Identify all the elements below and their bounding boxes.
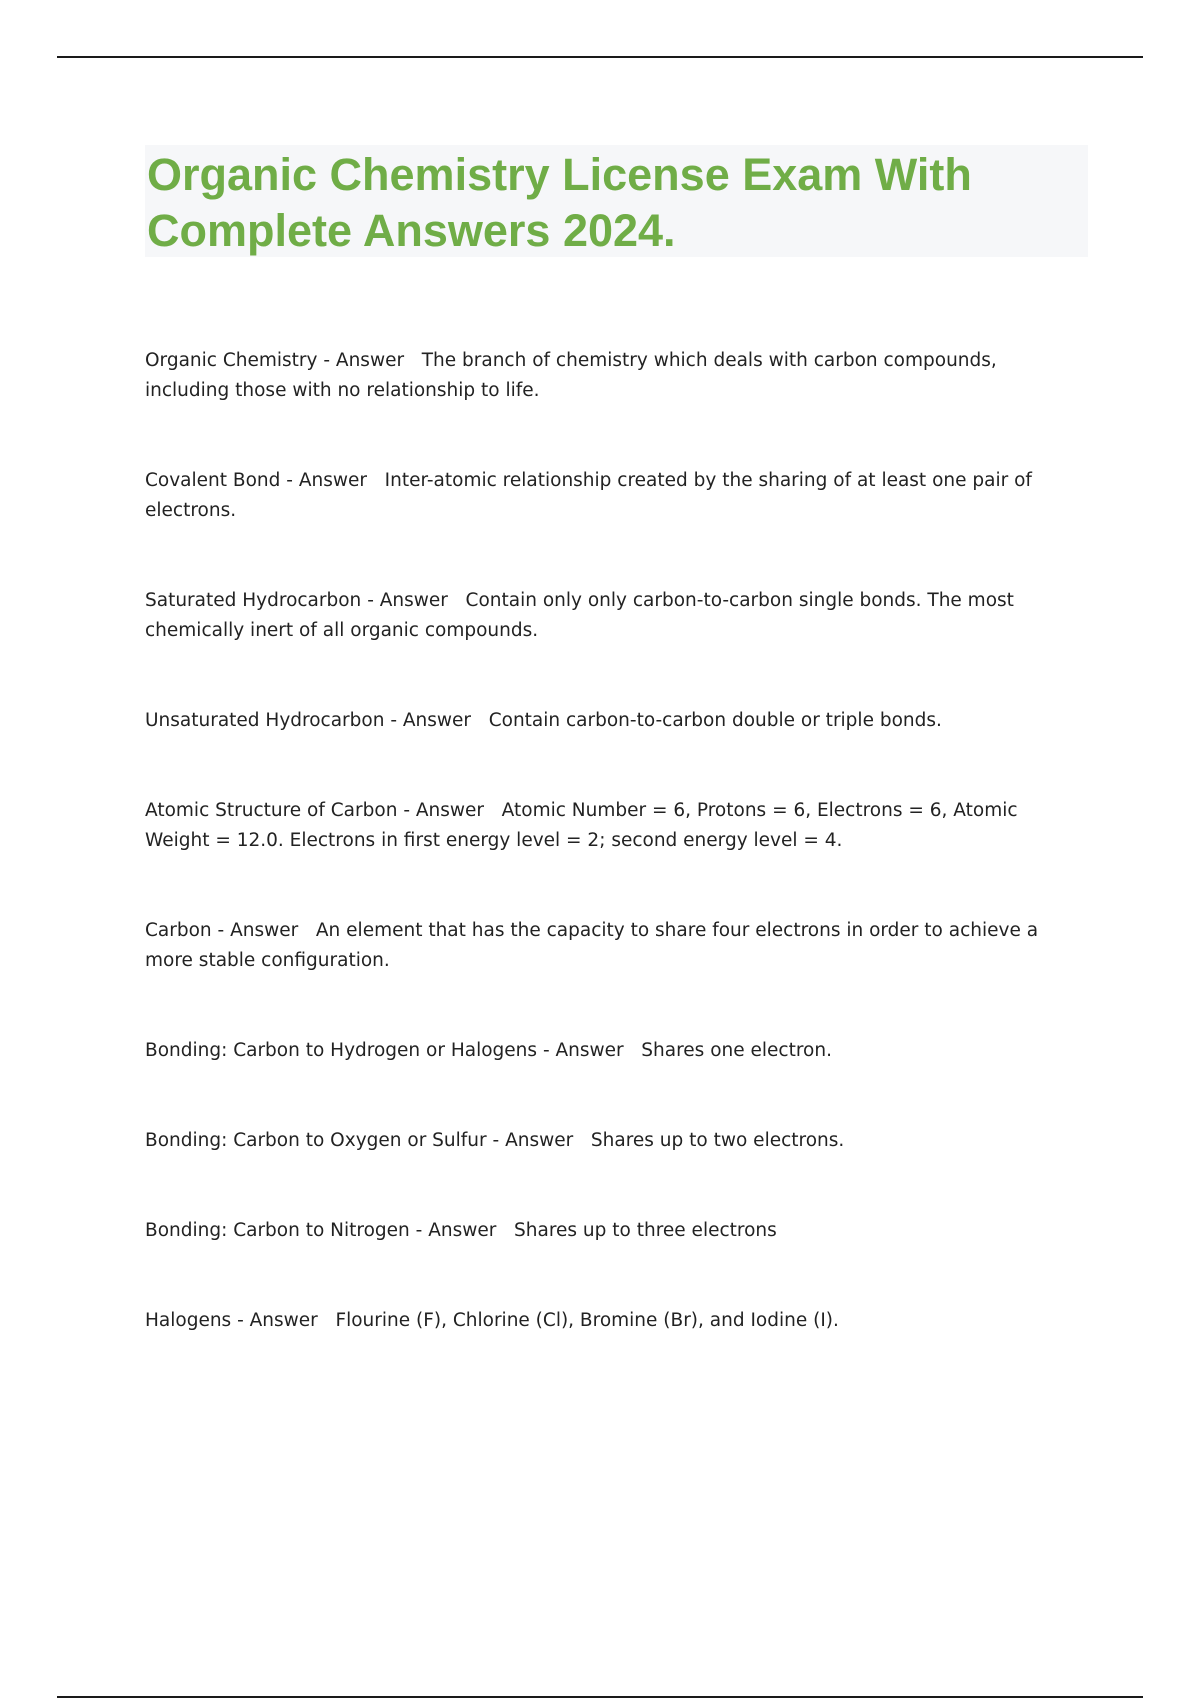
qa-entry-carbon — [145, 916, 1085, 976]
qa-answer: Contain only only carbon-to-carbon single bonds. The most chemically inert of all organic compounds. — [145, 590, 1014, 641]
qa-term: Carbon — [145, 920, 212, 941]
qa-entry-bonding-oxygen-sulfur — [145, 1126, 1085, 1156]
title-block — [145, 145, 1088, 257]
qa-entry-atomic-structure — [145, 796, 1085, 856]
qa-term: Halogens — [145, 1310, 232, 1331]
footer-rule — [57, 1696, 1143, 1698]
qa-answer-marker: - Answer — [217, 920, 299, 941]
qa-answer-marker: - Answer — [542, 1040, 624, 1061]
qa-answer: Shares up to three electrons — [514, 1220, 777, 1241]
qa-answer-marker: - Answer — [323, 350, 405, 371]
qa-answer: Shares up to two electrons. — [590, 1130, 845, 1151]
document-title: Organic Chemistry License Exam With Complete Answers 2024. — [147, 149, 972, 256]
qa-answer: The branch of chemistry which deals with carbon compounds, including those with no relationship to life. — [145, 350, 997, 401]
qa-answer: An element that has the capacity to share four electrons in order to achieve a more stable configuration. — [145, 920, 1039, 971]
qa-entry-bonding-hydrogen-halogens — [145, 1036, 1085, 1066]
qa-answer-marker: - Answer — [237, 1310, 318, 1331]
qa-entry-saturated-hydrocarbon — [145, 586, 1085, 646]
qa-term: Unsaturated Hydrocarbon — [145, 710, 385, 731]
qa-answer-marker: - Answer — [415, 1220, 497, 1241]
qa-entry-organic-chemistry — [145, 346, 1085, 406]
qa-answer: Contain carbon-to-carbon double or triple bonds. — [488, 710, 942, 731]
qa-answer-marker: - Answer — [390, 710, 472, 731]
qa-answer: Inter-atomic relationship created by the sharing of at least one pair of electrons. — [145, 470, 1032, 521]
qa-term: Organic Chemistry — [145, 350, 318, 371]
qa-answer-marker: - Answer — [403, 800, 485, 821]
qa-entry-bonding-nitrogen — [145, 1216, 1085, 1246]
qa-term: Bonding: Carbon to Hydrogen or Halogens — [145, 1040, 538, 1061]
qa-entry-covalent-bond — [145, 466, 1085, 526]
qa-entry-unsaturated-hydrocarbon — [145, 706, 1085, 736]
header-rule — [57, 56, 1143, 58]
qa-term: Atomic Structure of Carbon — [145, 800, 398, 821]
qa-answer: Flourine (F), Chlorine (Cl), Bromine (Br), and Iodine (I). — [335, 1310, 839, 1331]
qa-answer: Shares one electron. — [641, 1040, 832, 1061]
qa-entry-halogens — [145, 1306, 1085, 1336]
qa-answer: Atomic Number = 6, Protons = 6, Electrons = 6, Atomic Weight = 12.0. Electrons in first energy level = 2; second energy level = 4. — [145, 800, 1018, 851]
qa-list — [145, 346, 1085, 1336]
qa-term: Covalent Bond — [145, 470, 281, 491]
qa-term: Bonding: Carbon to Oxygen or Sulfur — [145, 1130, 487, 1151]
qa-answer-marker: - Answer — [367, 590, 448, 611]
qa-answer-marker: - Answer — [492, 1130, 574, 1151]
qa-answer-marker: - Answer — [286, 470, 367, 491]
qa-term: Saturated Hydrocarbon — [145, 590, 362, 611]
qa-term: Bonding: Carbon to Nitrogen — [145, 1220, 410, 1241]
